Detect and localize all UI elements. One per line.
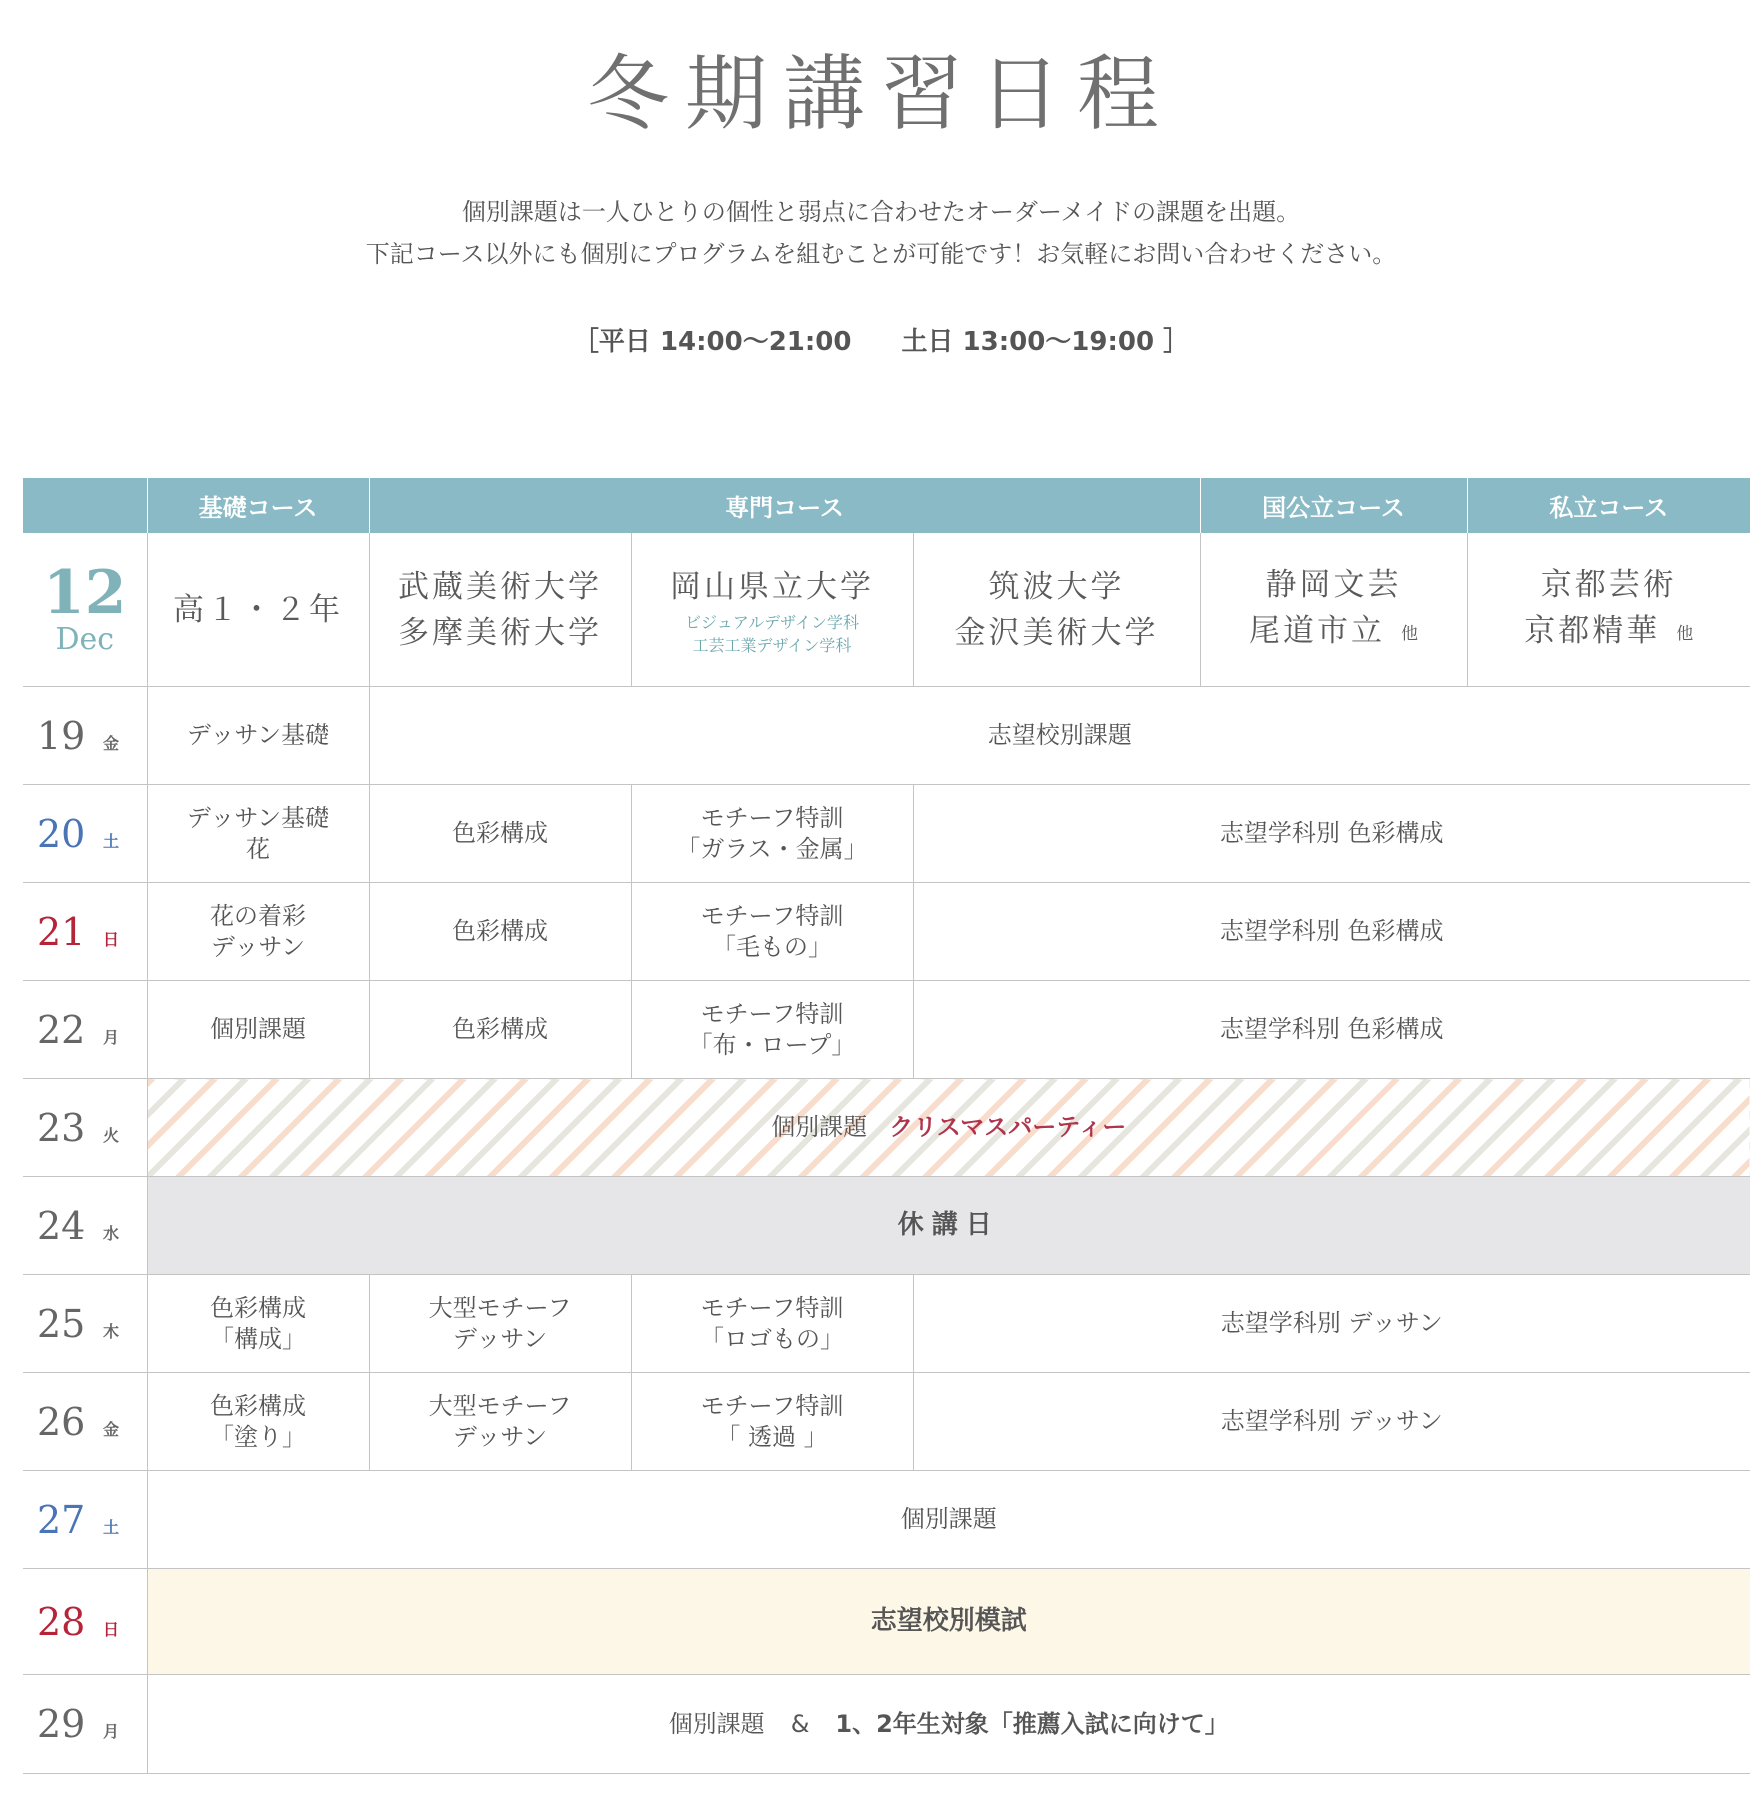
- senmon2-cell: モチーフ特訓 「布・ロープ」: [631, 981, 913, 1079]
- month-name: Dec: [55, 621, 115, 657]
- day-row: [23, 687, 1750, 785]
- date-cell: 21 日: [23, 883, 147, 981]
- senmon2-cell: モチーフ特訓 「 透過 」: [631, 1373, 913, 1471]
- date-cell: 19 金: [23, 687, 147, 785]
- holiday-cell: 休講日: [147, 1177, 1750, 1275]
- target-senmon-musabi-tamabi: 武蔵美術大学 多摩美術大学: [369, 533, 631, 687]
- kiso-cell: 色彩構成 「塗り」: [147, 1373, 369, 1471]
- course-header-row: [23, 478, 1750, 533]
- senmon2-cell: モチーフ特訓 「毛もの」: [631, 883, 913, 981]
- rest-cell: 志望学科別 デッサン: [913, 1275, 1750, 1373]
- hours-bracket-open: ［: [572, 327, 599, 357]
- header-senmon-course: 専門コース: [369, 478, 1200, 533]
- span-cell: 個別課題: [147, 1471, 1750, 1569]
- schedule-table: [23, 478, 1750, 1774]
- kiso-cell: デッサン基礎 花: [147, 785, 369, 883]
- date-cell: 22 月: [23, 981, 147, 1079]
- senmon1-cell: 色彩構成: [369, 883, 631, 981]
- kiso-cell: 花の着彩 デッサン: [147, 883, 369, 981]
- intro-line-1: 個別課題は一人ひとりの個性と弱点に合わせたオーダーメイドの課題を出題。: [461, 198, 1301, 226]
- hours-weekend: 土日 13:00〜19:00: [901, 327, 1155, 357]
- day-row: [23, 1569, 1750, 1675]
- target-kiso: 高１・２年: [147, 533, 369, 687]
- date-cell: 20 土: [23, 785, 147, 883]
- target-kokko: 静岡文芸 尾道市立 他: [1200, 533, 1467, 687]
- rest-cell: 志望学科別 色彩構成: [913, 981, 1750, 1079]
- span-cell: 個別課題 & 1、2年生対象「推薦入試に向けて」: [147, 1675, 1750, 1774]
- christmas-party-label: クリスマスパーティー: [889, 1113, 1127, 1141]
- rest-cell: 志望学科別 デッサン: [913, 1373, 1750, 1471]
- senmon1-cell: 色彩構成: [369, 981, 631, 1079]
- day-row: [23, 1373, 1750, 1471]
- target-row: [23, 533, 1750, 687]
- date-cell: 27 土: [23, 1471, 147, 1569]
- rest-cell: 志望学科別 色彩構成: [913, 883, 1750, 981]
- month-number: 12: [43, 557, 127, 628]
- day-row: [23, 1079, 1750, 1177]
- header-corner: [23, 478, 147, 533]
- hours-bracket-close: ］: [1163, 327, 1190, 357]
- day-row: [23, 981, 1750, 1079]
- mock-exam-cell: 志望校別模試: [147, 1569, 1750, 1675]
- date-cell: 29 月: [23, 1675, 147, 1774]
- header-shiritsu-course: 私立コース: [1467, 478, 1750, 533]
- header-kiso-course: 基礎コース: [147, 478, 369, 533]
- senmon1-cell: 大型モチーフ デッサン: [369, 1275, 631, 1373]
- senmon1-cell: 色彩構成: [369, 785, 631, 883]
- date-cell: 24 水: [23, 1177, 147, 1275]
- kiso-cell: 個別課題: [147, 981, 369, 1079]
- hours-weekday: 平日 14:00〜21:00: [598, 327, 852, 357]
- target-shiritsu: 京都芸術 京都精華 他: [1467, 533, 1750, 687]
- page-title: 冬期講習日程: [586, 47, 1175, 142]
- date-cell: 25 木: [23, 1275, 147, 1373]
- day-row: [23, 1675, 1750, 1774]
- day-row: [23, 785, 1750, 883]
- date-cell: 26 金: [23, 1373, 147, 1471]
- day-row: [23, 1275, 1750, 1373]
- rest-cell: 志望学科別 色彩構成: [913, 785, 1750, 883]
- target-senmon-okayama: 岡山県立大学 ビジュアルデザイン学科 工芸工業デザイン学科: [631, 533, 913, 687]
- day-row: [23, 883, 1750, 981]
- lesson-hours: [0, 320, 1762, 364]
- kiso-cell: デッサン基礎: [147, 687, 369, 785]
- date-cell: 23 火: [23, 1079, 147, 1177]
- span-cell: 志望校別課題: [369, 687, 1750, 785]
- target-senmon-tsukuba-kanazawa: 筑波大学 金沢美術大学: [913, 533, 1200, 687]
- senmon1-cell: 大型モチーフ デッサン: [369, 1373, 631, 1471]
- senmon2-cell: モチーフ特訓 「ガラス・金属」: [631, 785, 913, 883]
- kiso-cell: 色彩構成 「構成」: [147, 1275, 369, 1373]
- day-row: [23, 1471, 1750, 1569]
- header-kokko-course: 国公立コース: [1200, 478, 1467, 533]
- month-label: [23, 533, 147, 687]
- date-cell: 28 日: [23, 1569, 147, 1675]
- intro-line-2: 下記コース以外にも個別にプログラムを組むことが可能です！お気軽にお問い合わせください。: [365, 240, 1397, 268]
- day-row: [23, 1177, 1750, 1275]
- senmon2-cell: モチーフ特訓 「ロゴもの」: [631, 1275, 913, 1373]
- christmas-cell: 個別課題 クリスマスパーティー: [147, 1079, 1750, 1177]
